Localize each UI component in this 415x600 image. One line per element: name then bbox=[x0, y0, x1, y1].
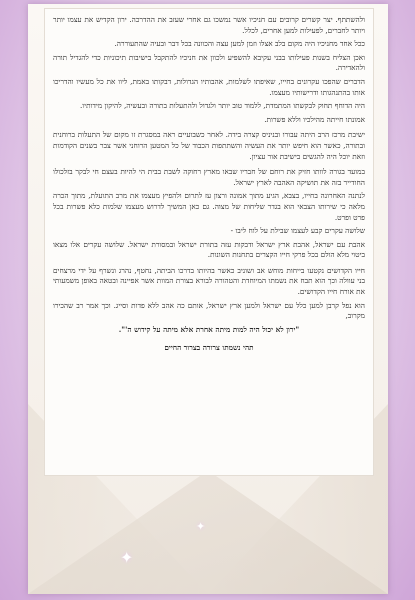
sparkle-icon: ✦ bbox=[196, 520, 206, 533]
letter-paragraph: ולהשתתף. יצר קשרים קרובים עם חניכיו אשר נמשכו גם אחרי שעזב את ההדרכה. ירון הקדיש את עצמו יותר ויותר לחברים, לפעילות למען אחרים, לכלל. bbox=[53, 15, 365, 35]
letter-paragraph: ואכן הצליח בשנות פעילותו בבני עקיבא להשפיע ולכוון את חניכיו להתקבל בישיבות תיכוניות כדי להגדיל תורה ולהאדירה. bbox=[53, 52, 365, 73]
letter-paragraph: אהבת עם ישראל, אהבת ארץ ישראל ודבקות עזה בתורת ישראל ובמסורת ישראל. שלושה עקרים אלו מצאו ביטוי מלא הולם בכל פרקי חייו הקצרים בתחנות השונות. bbox=[53, 239, 365, 260]
letter-paragraph: ישיבת מרכז הרב היתה עבורו ובניניס קצרה בידה. לאחר כשבועיים ראה במסגרת זו מקום של התעלות ברוחנית ובתורה, כאשר הוא חיפש יותר את העשיה והשתתפות הכבוד של כל המטען הרוחני אשר צבר בשנים הקודמות וזאת יוכל היה להגשים בישיבת אור עציון. bbox=[53, 130, 365, 161]
letter-paragraph: לנתנה האחרונה בחייו, בצבא, הגיע מתוך אמונה ורצון עז לתרום ולהפיץ מעצמו את מרב התועלת, מתוך הכרה מלאה כי שירותו הצבאי הוא בגדר שליחות של מצוה. גם כאן המשיך לדרוש מעצמו שלמות כלא פשרות בכל פרט ופרט. bbox=[53, 191, 365, 222]
memorial-letter bbox=[44, 8, 374, 476]
letter-closing: תהי נשמתו צרורה בצרור החיים bbox=[164, 343, 254, 353]
letter-quote: "ירון לא יכול היה למות מיתה אחרת אלא מיתה על קידוש ה'". bbox=[118, 324, 300, 334]
letter-paragraph: חייו הקדושים נקטעו בייחות מוחש אב ושוניב כאשר בהיותו בדרכו הביתה, נחטף, נהרג ונשרף על ידי מרצחים בני עוולה וכך הוא תבח את נשמתו המיוחדת והטהורה לבורא בצורת המוות אשר אפיינה ובטאה באופן משמעותי את אורח חייו הקדושים. bbox=[53, 265, 365, 297]
letter-paragraph: אמונתו חייתה מהילכיו וללא פשרות. bbox=[264, 114, 365, 124]
letter-paragraph: הוא נפל קרבן למען כלל עם ישראל ולמען ארץ ישראל, אותם כה אהב ללא פדות וסייג. וכך אמר רב שהכירו מקרוב, bbox=[53, 300, 365, 321]
letter-paragraph: במועד בגורה לוותו חזיק את רוחם של חבריו שבאו מארץ רחוקה לשבת בבית הי להיות בעצם חי לבקר בזלכולו החודייר בזה את תושיקה האהבה לארץ ישראל. bbox=[53, 167, 365, 187]
letter-paragraph: הדברים שהפכו עקרונים בחייו, שאיפתו לשלמות, אהבותיו הגדולות, דבקותו באמת, ליוו את כל מעשיו והדריכו אותו בהתנהגותו ודרישותיו מעצמו. bbox=[53, 76, 365, 97]
letter-paragraph: שלושה עקרים קבע לעצמו שבילת על לוח ליבו - bbox=[230, 226, 365, 236]
letter-paragraph: ככל אחד מחניכיו היה מקום בלב אצלו וזמן למען עצה והכוונה בכל דבר ובעיה שהתעוררה. bbox=[114, 39, 365, 49]
letter-paragraph: היה הדוחף תחוק לבקשתו המתמדת, ללמוד טוב יותר ולגדול ולהתעלות בתורה ובעשיה, להיקון מידותיו. bbox=[79, 101, 365, 111]
sparkle-icon: ✦ bbox=[120, 548, 134, 567]
